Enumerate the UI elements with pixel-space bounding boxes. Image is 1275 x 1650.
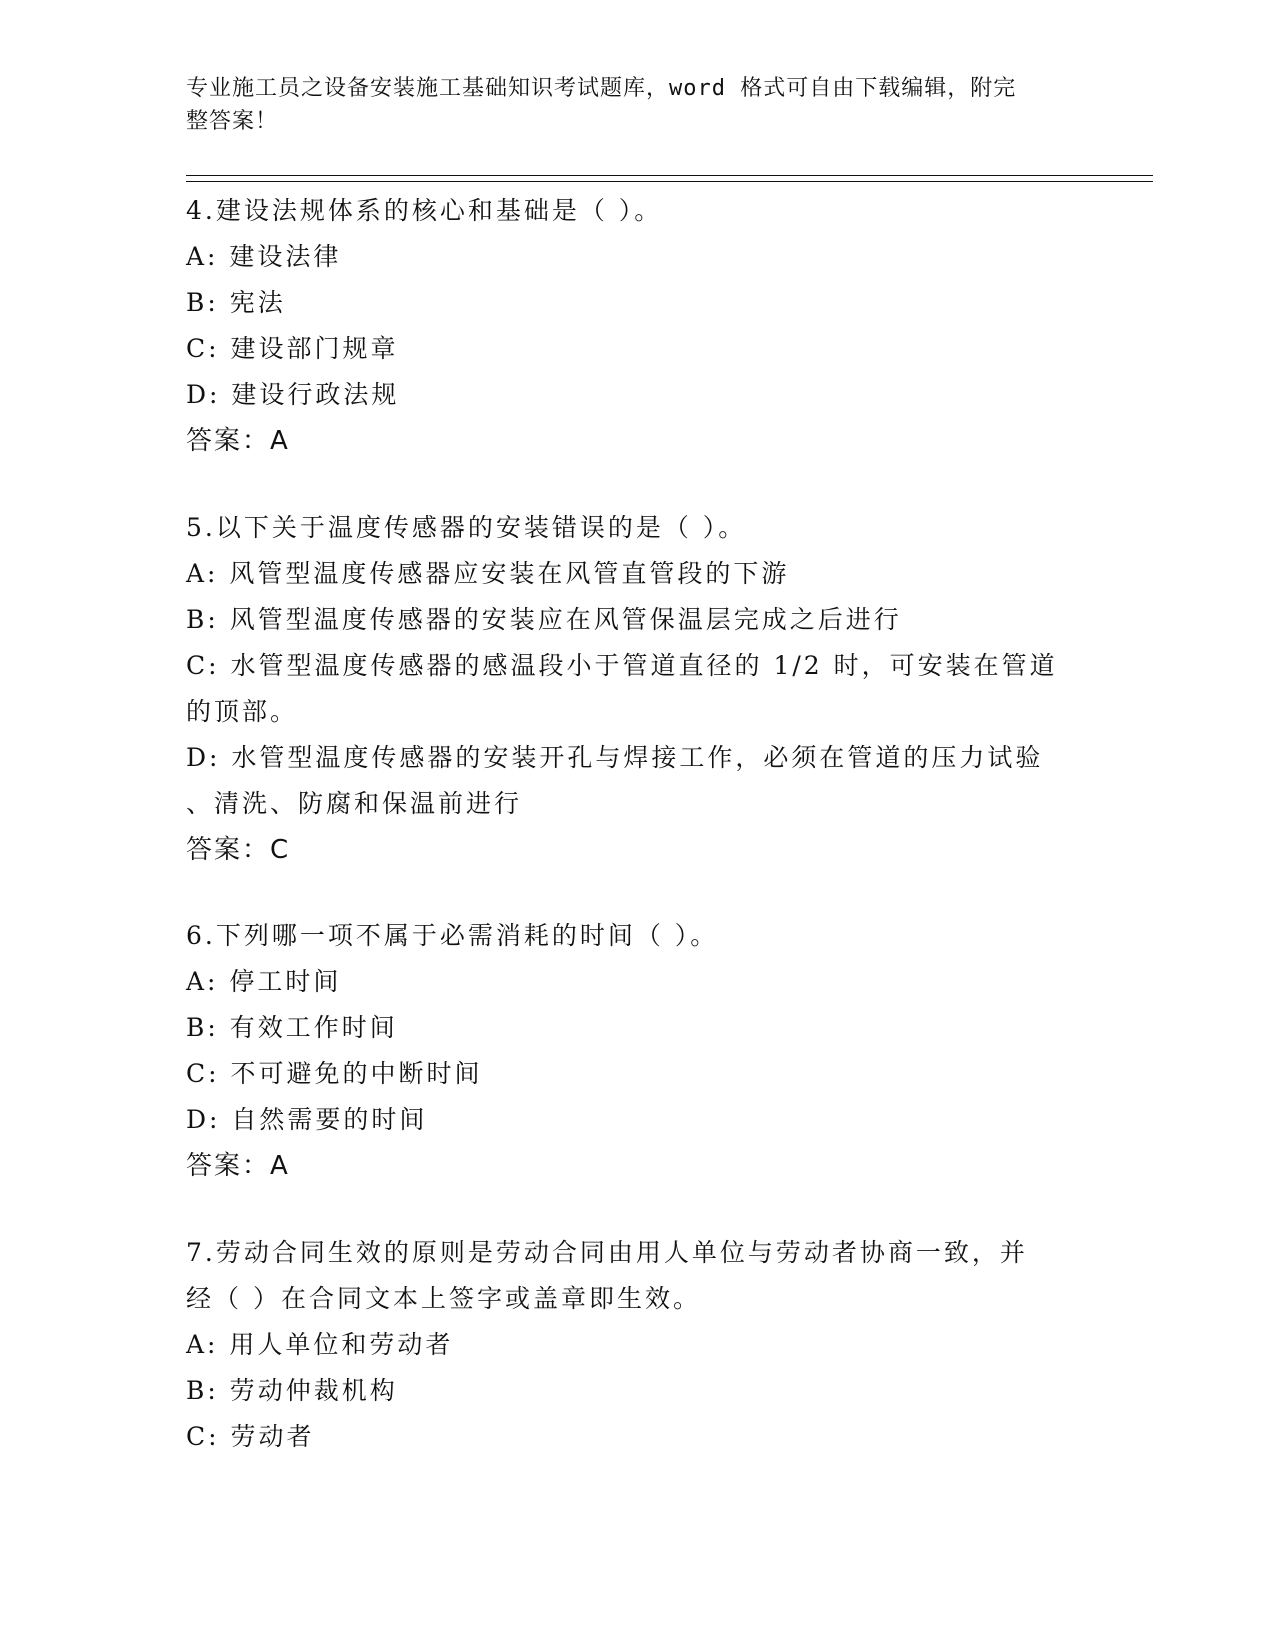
option-a: A: 停工时间 xyxy=(186,967,342,996)
header-line: 专业施工员之设备安装施工基础知识考试题库，word 格式可自由下载编辑，附完 xyxy=(186,76,1017,101)
question-7 xyxy=(186,1230,1076,1460)
option-c-continued: 的顶部。 xyxy=(186,697,299,726)
option-c: C: 建设部门规章 xyxy=(186,334,399,363)
header-divider-top xyxy=(186,175,1153,176)
answer: 答案：A xyxy=(186,1151,290,1181)
option-d-continued: 、清洗、防腐和保温前进行 xyxy=(186,789,523,818)
option-b: B: 宪法 xyxy=(186,288,286,317)
question-6 xyxy=(186,913,1076,1189)
question-4 xyxy=(186,188,1076,464)
question-5 xyxy=(186,505,1076,873)
option-a: A: 风管型温度传感器应安装在风管直管段的下游 xyxy=(186,559,790,588)
option-b: B: 风管型温度传感器的安装应在风管保温层完成之后进行 xyxy=(186,605,902,634)
option-d: D: 自然需要的时间 xyxy=(186,1105,428,1134)
option-a: A: 建设法律 xyxy=(186,242,342,271)
option-c: C: 水管型温度传感器的感温段小于管道直径的 1/2 时，可安装在管道 xyxy=(186,651,1058,680)
question-stem: 4.建设法规体系的核心和基础是（ ）。 xyxy=(186,196,663,225)
header-divider-bottom xyxy=(186,181,1153,182)
question-stem: 5.以下关于温度传感器的安装错误的是（ ）。 xyxy=(186,513,747,542)
option-b: B: 有效工作时间 xyxy=(186,1013,398,1042)
option-b: B: 劳动仲裁机构 xyxy=(186,1376,398,1405)
question-stem: 6.下列哪一项不属于必需消耗的时间（ ）。 xyxy=(186,921,719,950)
question-stem: 7.劳动合同生效的原则是劳动合同由用人单位与劳动者协商一致，并 xyxy=(186,1238,1028,1267)
question-stem-continued: 经（ ）在合同文本上签字或盖章即生效。 xyxy=(186,1284,701,1313)
option-d: D: 水管型温度传感器的安装开孔与焊接工作，必须在管道的压力试验 xyxy=(186,743,1044,772)
option-a: A: 用人单位和劳动者 xyxy=(186,1330,454,1359)
document-header xyxy=(186,72,1066,138)
answer: 答案：C xyxy=(186,835,291,865)
answer: 答案：A xyxy=(186,426,290,456)
option-c: C: 劳动者 xyxy=(186,1422,315,1451)
option-d: D: 建设行政法规 xyxy=(186,380,400,409)
option-c: C: 不可避免的中断时间 xyxy=(186,1059,483,1088)
header-line: 整答案！ xyxy=(186,109,279,134)
